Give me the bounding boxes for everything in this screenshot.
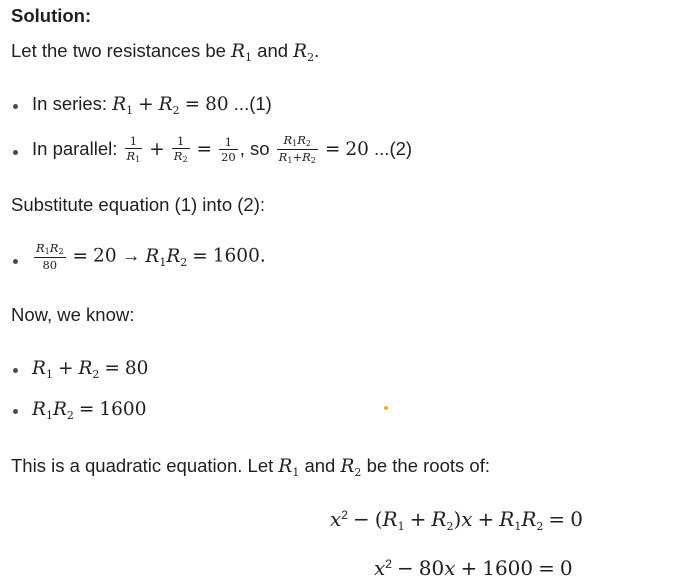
intro-line: Let the two resistances be $R_1$ and $R_2$. <box>11 40 320 64</box>
quadratic-line: This is a quadratic equation. Let $R_1$ and $R_2$ be the roots of: <box>11 455 490 479</box>
step-line: $\frac{R_1R_2}{80}$ = $20 \to R_1R_2 = 1600$. <box>36 241 266 273</box>
bullet-icon <box>13 259 18 264</box>
known-sum-line: $R_1 + R_2 = 80$ <box>32 358 149 381</box>
parallel-line: In parallel: $\frac{1}{R_1}$ + $\frac{1}{R_2}$ = $\frac{1}{20}$ , so $\frac{R_1R_2}{R_1+R_2}$ = 20 ...(2) <box>32 133 413 166</box>
quadratic-equation-2: $x^2 - 80x + 1600 = 0$ <box>374 556 573 580</box>
equation-tag: ...(1) <box>233 93 272 114</box>
known-product-line: $R_1R_2 = 1600$ <box>32 399 147 422</box>
equation-tag: ...(2) <box>374 137 413 159</box>
now-know-line: Now, we know: <box>11 304 135 325</box>
substitute-line: Substitute equation (1) into (2): <box>11 194 266 215</box>
bullet-icon <box>13 150 18 155</box>
solution-heading: Solution: <box>11 5 92 26</box>
intro-text: Let the two resistances be <box>11 40 226 61</box>
quadratic-equation-1: $x^2 - (R_1 + R_2)x + R_1R_2 = 0$ <box>330 507 583 533</box>
bullet-icon <box>13 104 18 109</box>
cursor-dot-icon <box>384 406 388 410</box>
bullet-icon <box>13 368 18 373</box>
bullet-icon <box>13 409 18 414</box>
series-line: In series: $R_1 + R_2 = 80$ ...(1) <box>32 93 272 117</box>
